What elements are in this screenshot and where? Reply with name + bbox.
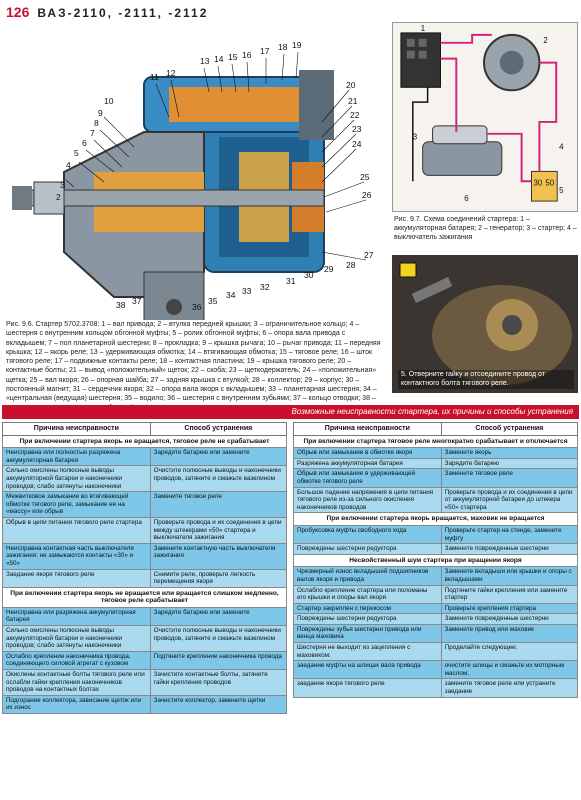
callout-17: 17 [260, 46, 270, 56]
remedy-cell: Зарядите батарею или замените [150, 448, 286, 466]
table-row [294, 544, 578, 555]
cause-cell: Разряжена аккумуляторная батарея [294, 458, 442, 469]
group-heading-text: При включении стартера якорь вращается, маховик не вращается [294, 513, 578, 526]
table-row [3, 543, 287, 569]
callout-19: 19 [292, 40, 302, 50]
fault-table-left-grid [2, 422, 287, 714]
table-row [294, 614, 578, 625]
table-row [294, 679, 578, 697]
wire-label-30: 30 [533, 178, 543, 188]
callout-34: 34 [226, 290, 236, 300]
callout-10: 10 [104, 96, 114, 106]
callout-38: 38 [116, 300, 126, 310]
cause-cell: Сильно окислены полюсные выводы аккумуляторной батареи и наконечники проводов; слабо затянуты наконечники [3, 626, 151, 652]
scheme-callout-2: 2 [543, 35, 548, 45]
group-heading-text: При включении стартера якорь не вращается или вращается слишком медленно, тяговое реле срабатывает [3, 587, 287, 607]
cause-cell: Повреждены шестерни редуктора [294, 544, 442, 555]
remedy-cell: Замените якорь [441, 448, 577, 459]
remedy-cell: очистите шлицы и смажьте их моторным маслом; [441, 661, 577, 679]
page-title: ВАЗ-2110, -2111, -2112 [37, 6, 209, 20]
wiring-scheme-illustration [393, 23, 577, 211]
column-header-remedy: Способ устранения [150, 423, 286, 436]
remedy-cell: Проверьте крепления стартера [441, 603, 577, 614]
table-group-heading [3, 587, 287, 607]
callout-28: 28 [346, 260, 356, 270]
table-row [294, 661, 578, 679]
remedy-cell: Зарядите батарею или замените [150, 607, 286, 625]
remedy-cell: Очистите полюсные выводы и наконечники проводов, затяните и смажьте вазелином [150, 466, 286, 492]
remedy-cell: Проверьте провода и их соединения в цепи от аккумуляторной батареи до штекера «50» стартера [441, 487, 577, 513]
table-row [3, 517, 287, 543]
table-group-heading [3, 435, 287, 448]
callout-26: 26 [362, 190, 372, 200]
wiring-scheme-figure [392, 22, 578, 212]
table-group-heading [294, 435, 578, 448]
callout-14: 14 [214, 54, 224, 64]
callout-11: 11 [150, 72, 159, 82]
fault-table-left [2, 422, 287, 798]
cause-cell: Ослабло крепление наконечника провода, соединяющего силовой агрегат с кузовом [3, 651, 151, 669]
figure-caption-scheme: Рис. 9.7. Схема соединений стартера: 1 – аккумуляторная батарея; 2 – генератор; 3 – стартер; 4 – выключатель зажигания [394, 216, 577, 241]
group-heading-text: При включении стартера якорь не вращается, тяговое реле не срабатывает [3, 435, 287, 448]
cause-cell: Сильно окислены полюсные выводы аккумуляторной батареи и наконечники проводов; слабо затянуты наконечники [3, 466, 151, 492]
column-header-remedy: Способ устранения [441, 423, 577, 436]
remedy-cell: Проверьте стартер на стенде, замените муфту [441, 525, 577, 543]
table-row [3, 448, 287, 466]
cause-cell: Окислены контактные болты тягового реле или ослабли гайки крепления наконечников проводов на контактных болтах [3, 670, 151, 696]
remedy-cell: Замените поврежденные шестерни [441, 614, 577, 625]
remedy-cell: Замените контактную часть выключателя зажигания [150, 543, 286, 569]
cause-cell: Чрезмерный износ вкладышей подшипников валов якоря и привода [294, 567, 442, 585]
callout-16: 16 [242, 50, 252, 60]
cause-cell: Неисправна или полностью разряжена аккумуляторная батарея [3, 448, 151, 466]
callout-36: 36 [192, 302, 202, 312]
table-row [294, 487, 578, 513]
table-row [294, 624, 578, 642]
callout-27: 27 [364, 250, 374, 260]
cause-cell: Обрыв или замыкание в удерживающей обмотке тягового реле [294, 469, 442, 487]
table-row [3, 466, 287, 492]
instruction-photo [392, 255, 578, 393]
callout-13: 13 [200, 56, 210, 66]
remedy-cell: Подтяните гайки крепления или замените стартер [441, 585, 577, 603]
cause-cell: Ослабло крепление стартера или поломаны его крышки и опоры вал якоря [294, 585, 442, 603]
table-row [3, 626, 287, 652]
remedy-cell: Зарядите батарею [441, 458, 577, 469]
callout-6: 6 [82, 138, 87, 148]
remedy-cell: Проверьте провода и их соединения в цепи между штекерами «50» стартера и выключателя зажигания [150, 517, 286, 543]
fault-table-right-grid [293, 422, 578, 698]
fault-table-right [293, 422, 578, 798]
remedy-cell: Замените тяговое реле [150, 492, 286, 518]
table-banner: Возможные неисправности стартера, их причины и способы устранения [2, 405, 579, 419]
table-row [294, 567, 578, 585]
cause-cell: Неисправна контактная часть выключателя зажигания: не замыкаются контакты «30» и «50» [3, 543, 151, 569]
cause-cell: Межвитковое замыкание во втягивающей обмотке тягового реле, замыкание ее на «массу» или обрыв [3, 492, 151, 518]
scheme-callout-1: 1 [420, 23, 426, 33]
table-row [3, 651, 287, 669]
callout-8: 8 [94, 118, 99, 128]
table-row [294, 448, 578, 459]
cause-cell: Стартер закреплен с перекосом [294, 603, 442, 614]
remedy-cell: Зачистите коллектор, замените щетки [150, 695, 286, 713]
cause-cell: Обрыв в цепи питания тягового реле стартера [3, 517, 151, 543]
callout-22: 22 [350, 110, 360, 120]
callout-2: 2 [56, 192, 61, 202]
cause-cell: заедание якоря тягового реле [294, 679, 442, 697]
remedy-cell: Снимите реле, проверьте легкость перемещения якоря [150, 569, 286, 587]
callout-33: 33 [242, 286, 252, 296]
photo-caption: 5. Отверните гайку и отсоедините провод от контактного болта тягового реле. [398, 370, 574, 389]
callout-20: 20 [346, 80, 356, 90]
callout-3: 3 [60, 180, 65, 190]
callout-5: 5 [74, 148, 79, 158]
table-row [294, 469, 578, 487]
cause-cell: заедание муфты на шлицах вала привода [294, 661, 442, 679]
remedy-cell: Очистите полюсные выводы и наконечники проводов, затяните и смажьте вазелином [150, 626, 286, 652]
group-heading-text: Несвойственный шум стартера при вращении якоря [294, 554, 578, 567]
table-row [294, 525, 578, 543]
callout-21: 21 [348, 96, 358, 106]
table-group-heading [294, 513, 578, 526]
remedy-cell: замените тяговое реле или устраните заедание [441, 679, 577, 697]
wire-label-50: 50 [545, 178, 555, 188]
callout-32: 32 [260, 282, 270, 292]
page-header [6, 4, 246, 20]
table-group-heading [294, 554, 578, 567]
cause-cell: Большое падение напряжения в цепи питания тягового реле из-за сильного окисления наконечников проводов [294, 487, 442, 513]
table-header-row [3, 423, 287, 436]
scheme-callout-4: 4 [559, 142, 564, 152]
table-row [294, 585, 578, 603]
starter-cutaway-figure [4, 22, 388, 320]
callout-31: 31 [286, 276, 296, 286]
table-row [3, 695, 287, 713]
callout-25: 25 [360, 172, 370, 182]
table-row [294, 603, 578, 614]
cause-cell: Шестерня не выходит из зацепления с маховиком: [294, 643, 442, 661]
callout-23: 23 [352, 124, 362, 134]
callout-18: 18 [278, 42, 288, 52]
callout-30: 30 [304, 270, 314, 280]
callout-9: 9 [98, 108, 103, 118]
scheme-callout-5: 5 [559, 186, 564, 196]
remedy-cell: Зачистите контактные болты, затяните гайки крепления проводов [150, 670, 286, 696]
callout-35: 35 [208, 296, 218, 306]
remedy-cell: Замените привод или маховик [441, 624, 577, 642]
cause-cell: Подгорание коллектора, зависание щеток или их износ [3, 695, 151, 713]
callout-4: 4 [66, 160, 71, 170]
callout-15: 15 [228, 52, 238, 62]
cause-cell: Пробуксовка муфты свободного хода [294, 525, 442, 543]
callout-37: 37 [132, 296, 142, 306]
scheme-callout-6: 6 [464, 194, 469, 204]
cause-cell: Повреждены зубья шестерни привода или венца маховика [294, 624, 442, 642]
column-header-cause: Причина неисправности [294, 423, 442, 436]
table-row [294, 643, 578, 661]
group-heading-text: При включении стартера тяговое реле многократно срабатывает и отключается [294, 435, 578, 448]
cause-cell: Неисправна или разряжена аккумуляторная батарея [3, 607, 151, 625]
starter-cutaway-illustration [4, 22, 388, 320]
cause-cell: Повреждены шестерни редуктора [294, 614, 442, 625]
column-header-cause: Причина неисправности [3, 423, 151, 436]
remedy-cell: Замените вкладыши или крышки и опоры с вкладышами [441, 567, 577, 585]
remedy-cell: Подтяните крепление наконечника провода [150, 651, 286, 669]
scheme-callout-3: 3 [412, 132, 418, 142]
cause-cell: Заедание якоря тягового реле [3, 569, 151, 587]
table-header-row [294, 423, 578, 436]
cause-cell: Обрыв или замыкание в обмотке якоря [294, 448, 442, 459]
page-number: 126 [6, 4, 30, 20]
table-row [3, 492, 287, 518]
remedy-cell: Замените тяговое реле [441, 469, 577, 487]
table-row [3, 569, 287, 587]
remedy-cell: Проделайте следующее: [441, 643, 577, 661]
remedy-cell: Замените поврежденные шестерни [441, 544, 577, 555]
callout-24: 24 [352, 139, 362, 149]
table-row [294, 458, 578, 469]
table-row [3, 670, 287, 696]
figure-caption-main: Рис. 9.6. Стартер 5702.3708: 1 – вал привода; 2 – втулка передней крышки; 3 – ограничительное кольцо; 4 – шестерня с внутренним кольцом обгонной муфты; 5 – ролик обгонной муфты; 6 – опора вала привода с вкладышем; 7 – пол планетарной шестерни; 8 – прокладка; 9 – крышка рычага; 10 – рычаг привода; 11 – передняя крышка; 12 – якорь реле; 13 – удерживающая обмотка; 14 – втягивающая обмотка; 15 – тяговое реле; 16 – шток тягового реле; 17 – подвижные контакты реле; 18 – контактная пластина; 19 – крышка тягового реле; 20 – контактные болты; 21 – вывод «положительный» щеток; 22 – скоба; 23 – щеткодержатель; 24 – «положительная» щетка; 25 – вал якоря; 26 – опорная шайба; 27 – задняя крышка с втулкой; 28 – коллектор; 29 – корпус; 30 – постоянный магнит; 31 – сердечник якоря; 32 – опора вала якоря с вкладышем; 33 – планетарная шестерня; 34 – «центральная (ведущая) шестерня; 35 – водило; 36 – шестерня с внутренним зубьями; 37 – кольцо отводки; 38 – [6, 321, 381, 403]
callout-29: 29 [324, 264, 334, 274]
table-row [3, 607, 287, 625]
callout-12: 12 [166, 68, 176, 78]
callout-7: 7 [90, 128, 95, 138]
